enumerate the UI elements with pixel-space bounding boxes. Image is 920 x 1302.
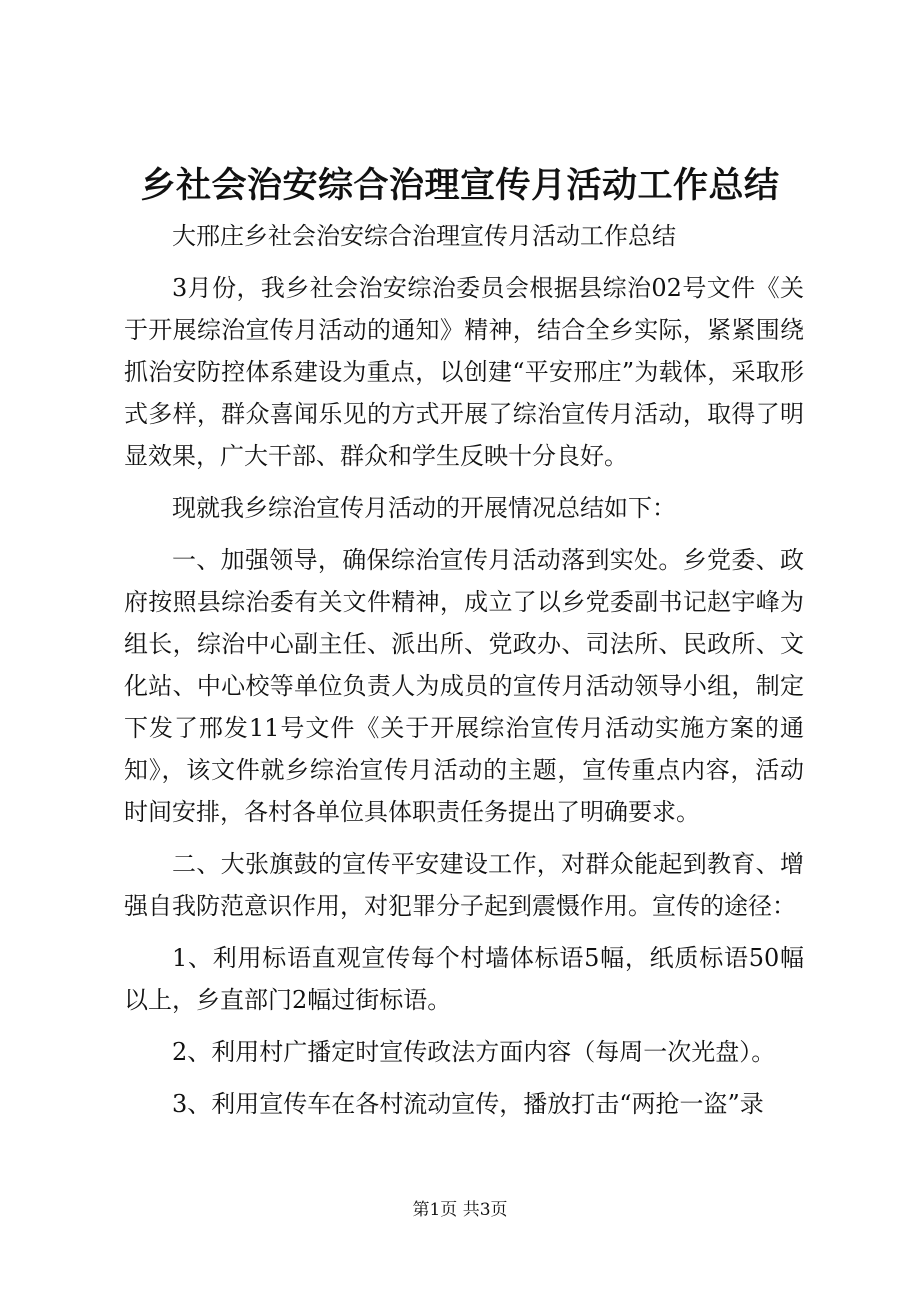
document-body	[124, 215, 804, 1135]
paragraph-subtitle: 大邢庄乡社会治安综合治理宣传月活动工作总结	[172, 222, 676, 250]
page-number-footer: 第1页 共3页	[412, 1200, 508, 1220]
document-title: 乡社会治安综合治理宣传月活动工作总结	[140, 165, 780, 206]
paragraph-summary-lead: 现就我乡综治宣传月活动的开展情况总结如下：	[172, 494, 676, 522]
paragraph-intro: 3月份，我乡社会治安综治委员会根据县综治02号文件《关于开展综治宣传月活动的通知》精神，结合全乡实际，紧紧围绕抓治安防控体系建设为重点，以创建“平安邢庄”为载体，采取形式多样，群众喜闻乐见的方式开展了综治宣传月活动，取得了明显效果，广大干部、群众和学生反映十分良好。	[124, 274, 804, 470]
paragraph-section-two: 二、大张旗鼓的宣传平安建设工作，对群众能起到教育、增强自我防范意识作用，对犯罪分子起到震慑作用。宣传的途径：	[124, 850, 804, 920]
paragraph-item-one: 1、利用标语直观宣传每个村墙体标语5幅，纸质标语50幅以上，乡直部门2幅过街标语。	[124, 944, 804, 1014]
paragraph-item-two: 2、利用村广播定时宣传政法方面内容（每周一次光盘）。	[172, 1038, 776, 1066]
paragraph-section-one: 一、加强领导，确保综治宣传月活动落到实处。乡党委、政府按照县综治委有关文件精神，成立了以乡党委副书记赵宇峰为组长，综治中心副主任、派出所、党政办、司法所、民政所、文化站、中心校等单位负责人为成员的宣传月活动领导小组，制定下发了邢发11号文件《关于开展综治宣传月活动实施方案的通知》，该文件就乡综治宣传月活动的主题，宣传重点内容，活动时间安排，各村各单位具体职责任务提出了明确要求。	[124, 546, 804, 826]
paragraph-item-three: 3、利用宣传车在各村流动宣传，播放打击“两抢一盗”录	[172, 1090, 764, 1118]
